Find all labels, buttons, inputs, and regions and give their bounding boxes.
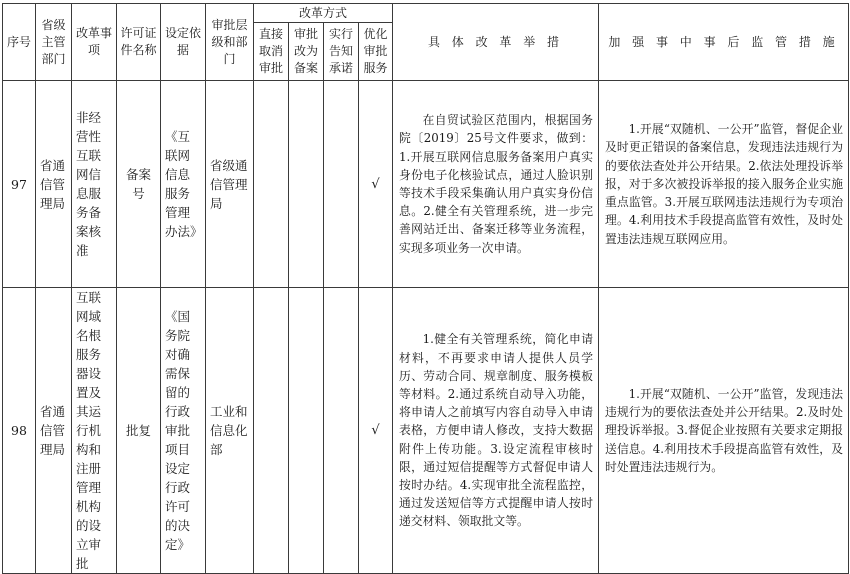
- header-measures: 具 体 改 革 举 措: [393, 4, 599, 81]
- row-item: 互联网域名根服务器设置及其运行机构和注册管理机构的设立审批: [72, 288, 117, 574]
- reform-table-page: [2, 3, 848, 571]
- row-mode-optimize: √: [359, 288, 393, 574]
- row-seq: 98: [3, 288, 36, 574]
- row-level: 工业和信息化部: [206, 288, 254, 574]
- table-row: [3, 81, 849, 288]
- header-dept: 省级主管部门: [36, 4, 72, 81]
- row-level: 省级通信管理局: [206, 81, 254, 288]
- row-measures: 1.健全有关管理系统，简化申请材料，不再要求申请人提供人员学历、劳动合同、规章制度、服务模板等材料。2.通过系统自动导入功能，将申请人之前填写内容自动导入申请表格，方便申请人修改，支持大数据附件上传功能。3.设定流程审核时限，通过短信提醒等方式督促申请人按时办结。4.实现审批全流程监控，通过发送短信等方式提醒申请人按时递交材料、领取批文等。: [393, 288, 599, 574]
- row-supervision: 1.开展“双随机、一公开”监管，督促企业及时更正错误的备案信息，发现违法违规行为的要依法查处并公开结果。2.依法处理投诉举报，对于多次被投诉举报的接入服务企业实施重点监管。3.开展互联网违法违规行为专项治理。4.利用技术手段提高监管有效性，及时处置违法违规互联网应用。: [599, 81, 849, 288]
- header-supervision: 加 强 事 中 事 后 监 管 措 施: [599, 4, 849, 81]
- header-mode-filing: 审批改为备案: [289, 23, 324, 81]
- header-mode-commitment: 实行告知承诺: [324, 23, 359, 81]
- row-basis: 《国务院对确需保留的行政审批项目设定行政许可的决定》: [161, 288, 206, 574]
- row-basis: 《互联网信息服务管理办法》: [161, 81, 206, 288]
- row-mode-filing: [289, 81, 324, 288]
- row-dept: 省通信管理局: [36, 81, 72, 288]
- header-reform-group: 改革方式: [254, 4, 393, 23]
- header-row-1: [3, 4, 849, 23]
- header-level: 审批层级和部门: [206, 4, 254, 81]
- row-supervision: 1.开展“双随机、一公开”监管，发现违法违规行为的要依法查处并公开结果。2.及时处理投诉举报。3.督促企业按照有关要求定期报送信息。4.利用技术手段提高监管有效性，及时处置违法违规行为。: [599, 288, 849, 574]
- header-mode-optimize: 优化审批服务: [359, 23, 393, 81]
- row-mode-filing: [289, 288, 324, 574]
- row-measures: 在自贸试验区范围内，根据国务院〔2019〕25号文件要求，做到：1.开展互联网信息服务备案用户真实身份电子化核验试点，通过人脸识别等技术手段采集确认用户真实身份信息。2.健全有关管理系统，进一步完善网站迁出、备案迁移等业务流程，实现多项业务一次申请。: [393, 81, 599, 288]
- header-seq: 序号: [3, 4, 36, 81]
- header-license: 许可证件名称: [117, 4, 161, 81]
- reform-table: [2, 3, 849, 574]
- row-mode-commitment: [324, 81, 359, 288]
- table-row: [3, 288, 849, 574]
- header-item: 改革事项: [72, 4, 117, 81]
- row-mode-optimize: √: [359, 81, 393, 288]
- row-seq: 97: [3, 81, 36, 288]
- header-basis: 设定依据: [161, 4, 206, 81]
- row-license: 备案号: [117, 81, 161, 288]
- header-mode-cancel: 直接取消审批: [254, 23, 289, 81]
- row-mode-commitment: [324, 288, 359, 574]
- row-dept: 省通信管理局: [36, 288, 72, 574]
- row-mode-cancel: [254, 288, 289, 574]
- row-mode-cancel: [254, 81, 289, 288]
- row-item: 非经营性互联网信息服务备案核准: [72, 81, 117, 288]
- row-license: 批复: [117, 288, 161, 574]
